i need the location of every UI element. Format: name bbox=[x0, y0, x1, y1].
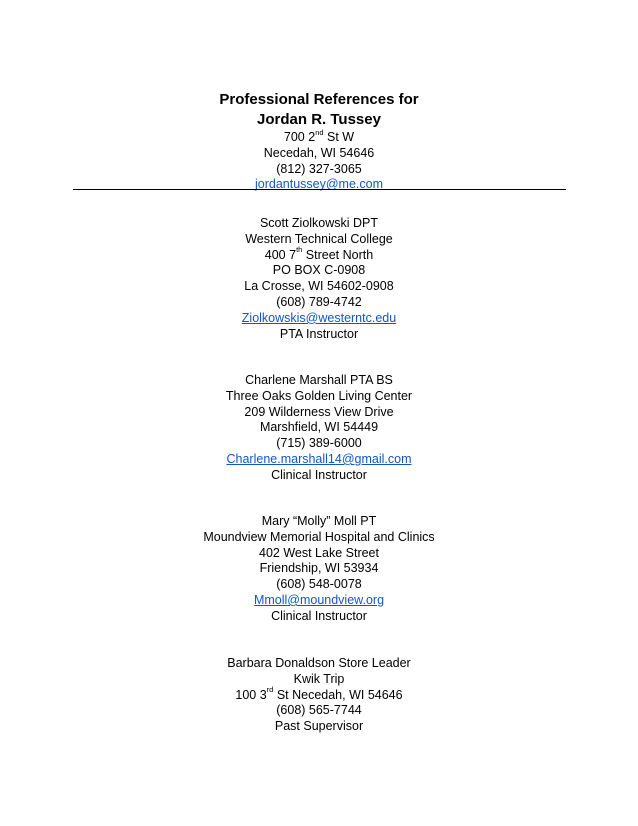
reference-organization: Three Oaks Golden Living Center bbox=[225, 388, 413, 403]
candidate-name: Jordan R. Tussey bbox=[257, 111, 381, 128]
reference-block bbox=[0, 656, 638, 735]
candidate-address: 700 2nd St W bbox=[283, 127, 355, 144]
reference-pobox: PO BOX C-0908 bbox=[272, 263, 366, 278]
reference-block bbox=[0, 514, 638, 625]
reference-email-link[interactable]: Charlene.marshall14@gmail.com bbox=[226, 451, 412, 466]
reference-organization: Moundview Memorial Hospital and Clinics bbox=[203, 529, 435, 544]
reference-city: Friendship, WI 53934 bbox=[259, 561, 379, 576]
reference-organization: Western Technical College bbox=[245, 231, 393, 246]
reference-organization: Kwik Trip bbox=[293, 671, 345, 686]
reference-role: Clinical Instructor bbox=[271, 608, 367, 623]
reference-street: 100 3rd St Necedah, WI 54646 bbox=[235, 685, 403, 702]
candidate-city: Necedah, WI 54646 bbox=[263, 145, 375, 160]
reference-phone: (608) 565-7744 bbox=[276, 703, 362, 718]
reference-email-link[interactable]: Mmoll@moundview.org bbox=[253, 592, 385, 607]
page-title: Professional References for bbox=[219, 91, 419, 108]
reference-block bbox=[0, 373, 638, 484]
reference-name: Charlene Marshall PTA BS bbox=[245, 373, 393, 387]
reference-name: Barbara Donaldson Store Leader bbox=[227, 656, 411, 670]
reference-street: 209 Wilderness View Drive bbox=[244, 404, 394, 419]
candidate-phone: (812) 327-3065 bbox=[276, 161, 362, 176]
reference-street: 402 West Lake Street bbox=[259, 545, 379, 560]
reference-block bbox=[0, 216, 638, 342]
reference-name: Scott Ziolkowski DPT bbox=[259, 216, 379, 230]
document-header bbox=[0, 90, 638, 193]
candidate-email-link[interactable]: jordantussey@me.com bbox=[254, 177, 383, 192]
reference-phone: (608) 548-0078 bbox=[276, 577, 362, 592]
reference-city: La Crosse, WI 54602-0908 bbox=[244, 279, 394, 294]
reference-email-link[interactable]: Ziolkowskis@westerntc.edu bbox=[241, 310, 397, 325]
reference-street: 400 7th Street North bbox=[264, 245, 374, 262]
reference-name: Mary “Molly” Moll PT bbox=[261, 514, 377, 528]
reference-phone: (715) 389-6000 bbox=[276, 436, 362, 451]
reference-phone: (608) 789-4742 bbox=[276, 294, 362, 309]
reference-role: Past Supervisor bbox=[274, 719, 364, 734]
reference-city: Marshfield, WI 54449 bbox=[259, 420, 379, 435]
reference-role: PTA Instructor bbox=[279, 326, 359, 341]
header-divider bbox=[73, 189, 566, 190]
reference-role: Clinical Instructor bbox=[271, 467, 367, 482]
